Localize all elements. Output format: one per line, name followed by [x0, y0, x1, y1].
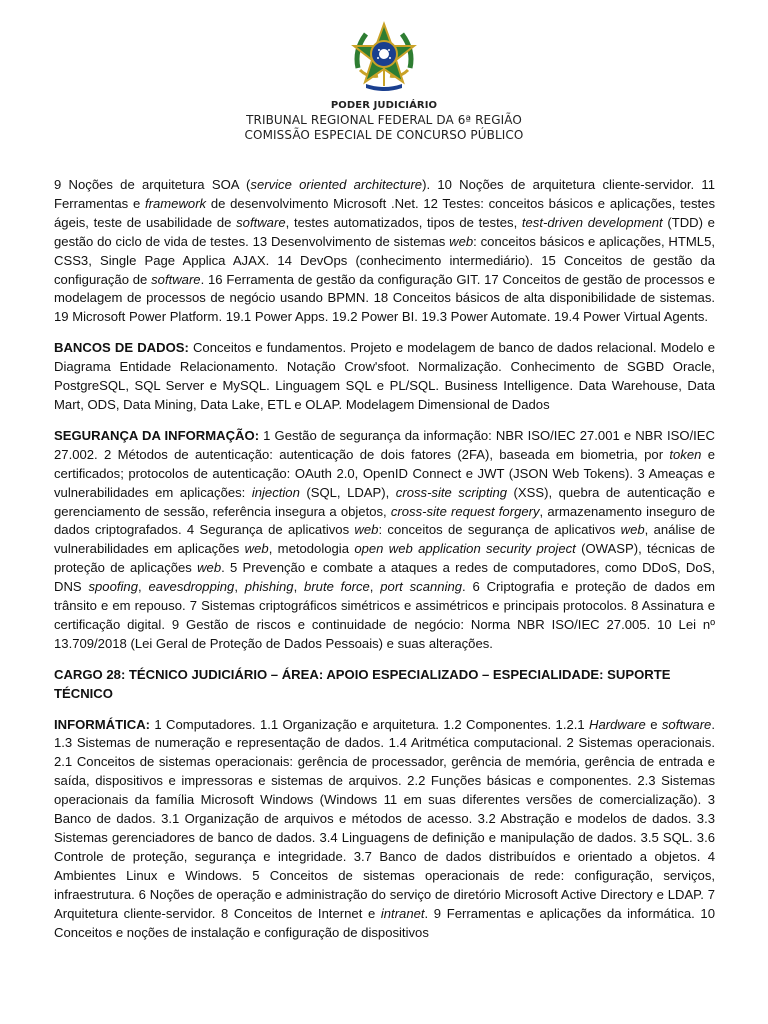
section-label: SEGURANÇA DA INFORMAÇÃO:	[54, 427, 260, 443]
header-line-2: TRIBUNAL REGIONAL FEDERAL DA 6ª REGIÃO	[246, 113, 522, 127]
document-body	[54, 176, 715, 954]
paragraph-software-topics: 9 Noções de arquitetura SOA (service oriented architecture). 10 Noções de arquitetura cliente-servidor. 11 Ferramentas e framework de desenvolvimento Microsoft .Net. 12 Testes: conceitos básicos e aplicações, testes ágeis, teste de usabilidade de software, testes automatizados, tipos de testes, test-driven development (TDD) e gestão do ciclo de vida de testes. 13 Desenvolvimento de sistemas web: conceitos básicos e aplicações, HTML5, CSS3, Single Page Applica AJAX. 14 DevOps (conhecimento intermediário). 15 Conceitos de gestão da configuração de software. 16 Ferramenta de gestão da configuração GIT. 17 Conceitos de gestão de processos e modelagem de processos de negócio usando BPMN. 18 Conceitos básicos de alta disponibilidade de sistemas. 19 Microsoft Power Platform. 19.1 Power Apps. 19.2 Power BI. 19.3 Power Automate. 19.4 Power Virtual Agents.	[54, 177, 715, 325]
brazil-coat-of-arms-icon	[348, 20, 420, 92]
document-header	[0, 20, 768, 143]
section-label: BANCOS DE DADOS:	[54, 340, 189, 356]
paragraph-bancos-de-dados: BANCOS DE DADOS: Conceitos e fundamentos. Projeto e modelagem de banco de dados relacional. Modelo e Diagrama Entidade Relacionamento. Notação Crow'sfoot. Normalização. Conhecimento de SGBD Oracle, PostgreSQL, SQL Server e MySQL. Linguagem SQL e PL/SQL. Business Intelligence. Data Warehouse, Data Mart, ODS, Data Mining, Data Lake, ETL e OLAP. Modelagem Dimensional de Dados	[54, 340, 715, 412]
header-line-3: COMISSÃO ESPECIAL DE CONCURSO PÚBLICO	[244, 128, 524, 142]
header-line-1: PODER JUDICIÁRIO	[330, 100, 438, 111]
cargo-heading: CARGO 28: TÉCNICO JUDICIÁRIO – ÁREA: APOIO ESPECIALIZADO – ESPECIALIDADE: SUPORTE TÉCNICO	[54, 666, 671, 701]
section-label: INFORMÁTICA:	[54, 716, 151, 732]
paragraph-informatica: INFORMÁTICA: 1 Computadores. 1.1 Organização e arquitetura. 1.2 Componentes. 1.2.1 Hardware e software. 1.3 Sistemas de numeração e representação de dados. 1.4 Aritmética computacional. 2 Sistemas operacionais. 2.1 Conceitos de sistemas operacionais: gerência de processador, gerência de memória, gerência de entrada e saída, dispositivos e impressoras e sistemas de arquivos. 2.2 Funções básicas e componentes. 2.3 Sistemas operacionais da família Microsoft Windows (Windows 11 em suas diferentes versões de comercialização). 3 Banco de dados. 3.1 Organização de arquivos e métodos de acesso. 3.2 Abstração e modelos de dados. 3.3 Sistemas gerenciadores de banco de dados. 3.4 Linguagens de definição e manipulação de dados. 3.5 SQL. 3.6 Controle de proteção, segurança e integridade. 3.7 Banco de dados distribuídos e orientado a objetos. 4 Ambientes Linux e Windows. 5 Conceitos de sistemas operacionais de rede: configuração, serviços, infraestrutura. 6 Noções de operação e administração do serviço de diretório Microsoft Active Directory e LDAP. 7 Arquitetura cliente-servidor. 8 Conceitos de Internet e intranet. 9 Ferramentas e aplicações da informática. 10 Conceitos e noções de instalação e configuração de dispositivos	[54, 716, 715, 940]
paragraph-seguranca-informacao: SEGURANÇA DA INFORMAÇÃO: 1 Gestão de segurança da informação: NBR ISO/IEC 27.001 e NBR ISO/IEC 27.002. 2 Métodos de autenticação: autenticação de dois fatores (2FA), baseada em biometria, por token e certificados; protocolos de autenticação: OAuth 2.0, OpenID Connect e JWT (JSON Web Tokens). 3 Ameaças e vulnerabilidades em aplicações: injection (SQL, LDAP), cross-site scripting (XSS), quebra de autenticação e gerenciamento de sessão, referência insegura a objetos, cross-site request forgery, armazenamento inseguro de dados criptografados. 4 Segurança de aplicativos web: conceitos de segurança de aplicativos web, análise de vulnerabilidades em aplicações web, metodologia open web application security project (OWASP), técnicas de proteção de aplicações web. 5 Prevenção e combate a ataques a redes de computadores, como DDoS, DoS, DNS spoofing, eavesdropping, phishing, brute force, port scanning. 6 Criptografia e proteção de dados em trânsito e em repouso. 7 Sistemas criptográficos simétricos e assimétricos e principais protocolos. 8 Assinatura e certificação digital. 9 Gestão de riscos e continuidade de negócio: Norma NBR ISO/IEC 27.005. 10 Lei nº 13.709/2018 (Lei Geral de Proteção de Dados Pessoais) e suas alterações.	[54, 427, 716, 651]
